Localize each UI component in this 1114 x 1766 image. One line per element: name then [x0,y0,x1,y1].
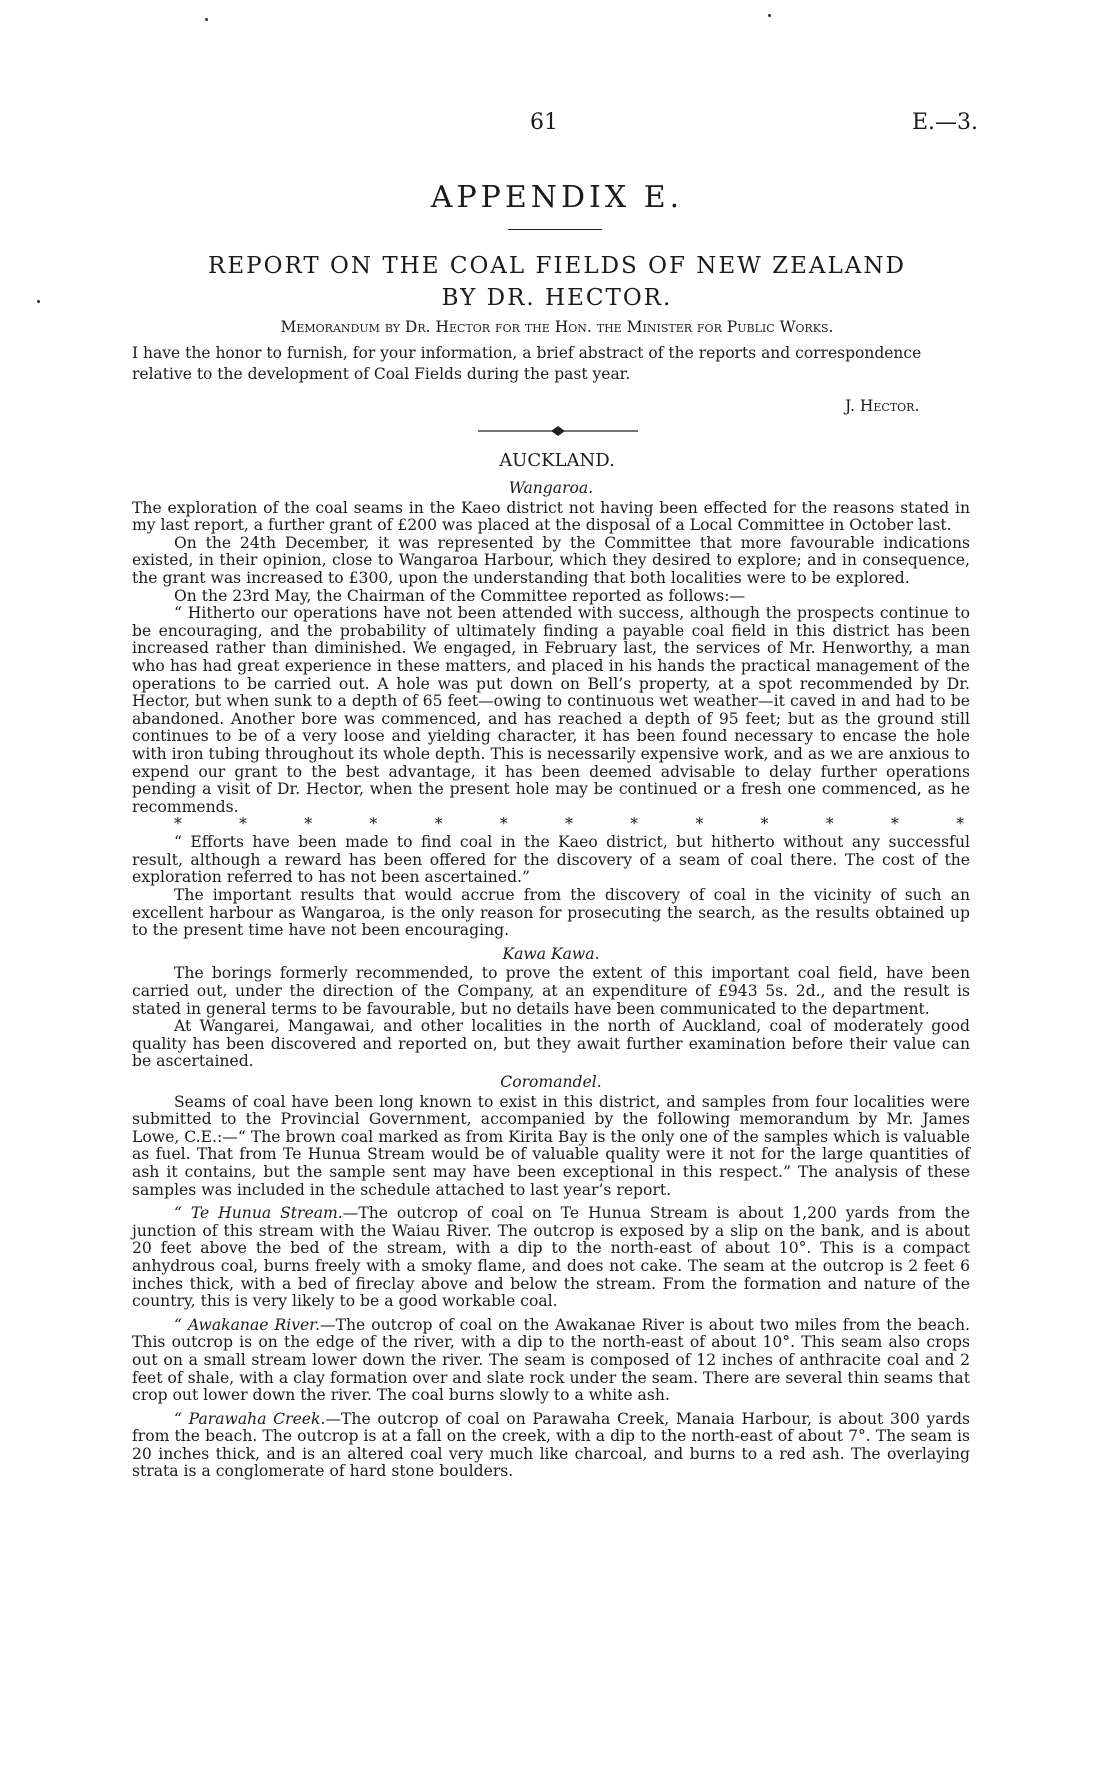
signature: J. Hector. [845,397,920,415]
memorandum-heading: Memorandum by Dr. Hector for the Hon. the Minister for Public Works. [280,318,834,336]
ellipsis-stars: * * * * * * * * * * * * * [174,815,964,834]
paragraph: The borings formerly recommended, to prove the extent of this important coal field, have been carried out, under the direction of the Company, at an expenditure of £943 5s. 2d., and the result is stated in general terms to be favourable, but no details have been communicated to the department. [132,964,970,1018]
subheading-wangaroa: Wangaroa. [508,479,594,497]
paragraph-text: —The outcrop of coal on Parawaha Creek, Manaia Harbour, is about 300 yards from the beach. The outcrop is at a fall on the creek, with a dip to the north-east of about 7°. The seam is 20 inches thick, and is an altered coal very much like charcoal, and burns to a red ash. The overlaying strata is a conglomerate of hard stone boulders. [132,1409,970,1481]
paragraph-te-hunua [132,1205,970,1311]
appendix-title: APPENDIX E. [430,180,684,215]
quoted-report: “ Efforts have been made to find coal in the Kaeo district, but hitherto without any successful result, although a reward has been offered for the discovery of a seam of coal there. The cost of the exploration referred to has not been ascertained.” [132,833,970,887]
paragraph-text: —The outcrop of coal on Te Hunua Stream is about 1,200 yards from the junction of this stream with the Waiau River. The outcrop is exposed by a slip on the bank, and is about 20 feet above the bed of the stream, with a dip to the north-east of about 10°. This is a compact anhydrous coal, burns freely with a smoky flame, and does not cake. The seam at the outcrop is 2 feet 6 inches thick, with a bed of fireclay above and below the stream. From the formation and nature of the country, this is very likely to be a good workable coal. [132,1204,970,1311]
quoted-report: “ Hitherto our operations have not been attended with success, although the prospects continue to be encouraging, and the probability of ultimately finding a payable coal field in this district has been increased rather than diminished. We engaged, in February last, the services of Mr. Henworthy, a man who has had great experience in these matters, and placed in his hands the practical management of the operations to be carried out. A hole was put down on Bell’s property, at a spot recommended by Dr. Hector, but when sunk to a depth of 65 feet—owing to continuous wet weather—it caved in and had to be abandoned. Another bore was commenced, and has reached a depth of 95 feet; but as the ground still continues to be of a very loose and yielding character, it has been found necessary to encase the hole with iron tubing throughout its whole depth. This is necessarily expensive work, and as we are anxious to expend our grant to the best advantage, it has been deemed advisable to delay further operations pending a visit of Dr. Hector, when the present hole may be continued or a fresh one commenced, as he recommends. [132,604,970,816]
section-heading-auckland: AUCKLAND. [499,450,615,471]
report-title-line1: REPORT ON THE COAL FIELDS OF NEW ZEALAND [208,253,906,279]
paragraph: At Wangarei, Mangawai, and other localities in the north of Auckland, coal of moderately good quality has been discovered and reported on, but they await further examination before their value can be ascertained. [132,1017,970,1071]
report-title [0,250,1114,314]
locality-label: “ Te Hunua Stream. [174,1204,343,1223]
paragraph-awakanae [132,1317,970,1405]
subheading-kawa-kawa: Kawa Kawa. [502,944,600,963]
paragraph-text: —The outcrop of coal on the Awakanae River is about two miles from the beach. This outcrop is on the edge of the river, with a dip to the north-east of about 10°. This seam also crops out on a small stream lower down the river. The seam is composed of 12 inches of anthracite coal and 2 feet of shale, with a clay formation over and slate rock under the seam. There are several thin seams that crop out lower down the river. The coal burns slowly to a white ash. [132,1315,970,1405]
document-reference: E.—3. [912,110,979,135]
paragraph-parawaha [132,1411,970,1481]
paragraph: Seams of coal have been long known to exist in this district, and samples from four localities were submitted to the Provincial Government, accompanied by the following memorandum by Mr. James Lowe, C.E.:—“ The brown coal marked as from Kirita Bay is the only one of the samples which is valuable as fuel. That from Te Hunua Stream would be of valuable quality were it not for the large quantities of ash it contains, but the sample sent may have been exceptional in this respect.” The analysis of these samples was included in the schedule attached to last year’s report. [132,1092,970,1199]
paragraph: The exploration of the coal seams in the Kaeo district not having been effected for the reasons stated in my last report, a further grant of £200 was placed at the disposal of a Local Committee in October last. [132,498,970,535]
report-title-line2: BY DR. HECTOR. [441,285,673,311]
locality-label: “ Parawaha Creek. [174,1409,326,1428]
speck-mark [205,18,208,21]
ornamental-divider [478,424,638,438]
paragraph: On the 23rd May, the Chairman of the Committee reported as follows:— [174,586,746,605]
title-divider [508,229,602,230]
page-number: 61 [530,110,558,135]
article-body [132,477,970,1481]
paragraph: The important results that would accrue from the discovery of coal in the vicinity of such an excellent harbour as Wangaroa, is the only reason for prosecuting the search, as the results obtained up to the present time have not been encouraging. [132,886,970,940]
speck-mark [768,14,771,17]
locality-label: “ Awakanae River. [174,1315,320,1334]
paragraph: On the 24th December, it was represented by the Committee that more favourable indications existed, in their opinion, close to Wangaroa Harbour, which they desired to explore; and in consequence, the grant was increased to £300, upon the understanding that both localities were to be explored. [132,533,970,587]
subheading-coromandel: Coromandel. [500,1073,602,1091]
memorandum-body: I have the honor to furnish, for your information, a brief abstract of the reports and correspondence relative to the development of Coal Fields during the past year. [132,344,922,383]
